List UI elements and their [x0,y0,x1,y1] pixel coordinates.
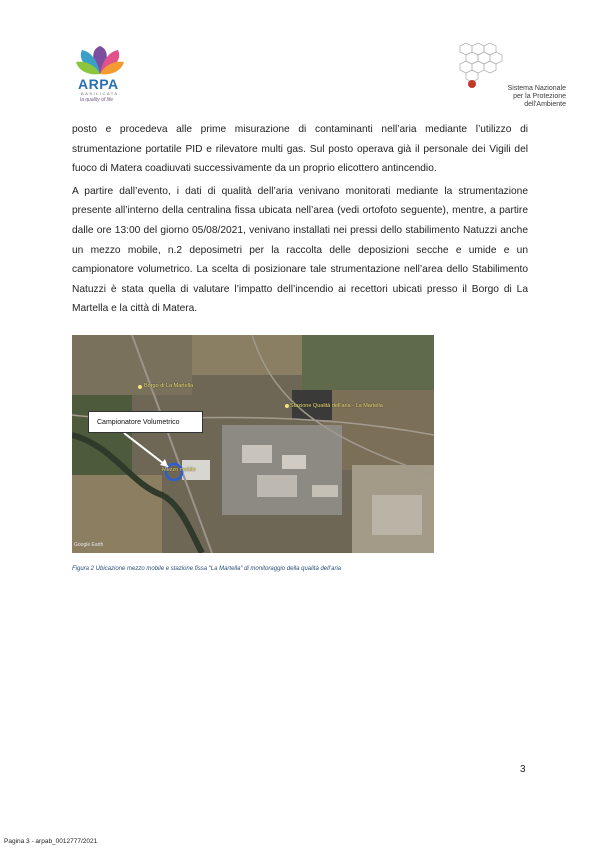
aerial-photo [72,335,434,553]
callout-campionatore: Campionatore Volumetrico [88,411,203,433]
snpa-line-1: Sistema Nazionale [507,85,566,92]
map-label-mezzo: Mezzo mobile [162,467,196,473]
snpa-logo-text [466,85,566,109]
arpa-logo-tagline: la quality of life [80,97,114,103]
paragraph-2: A partire dall’evento, i dati di qualità dell’aria venivano monitorati mediante la strumentazione presente all’interno della centralina fissa ubicata nell’area (vedi ortofoto seguente), mentre, a partire dalle ore 13:00 del giorno 05/08/2021, venivano installati nei pressi dello stabilimento Natuzzi anche un mezzo mobile, n.2 deposimetri per la raccolta delle deposizioni secche e umide e un campionatore volumetrico. La scelta di posizionare tale strumentazione nell’area dello Stabilimento Natuzzi è stata quella di valutare l’impatto dell’incendio ai recettori ubicati presso il Borgo di La Martella e la città di Matera. [72,185,528,315]
page-number: 3 [520,764,526,775]
arpa-logo-subtitle: BASILICATA [81,91,119,96]
google-earth-credit: Google Earth [74,542,104,548]
map-label-stazione: Stazione Qualità dell'aria - La Martella [290,403,383,409]
paragraph-1: posto e procedeva alle prime misurazione di contaminanti nell’aria mediante l’utilizzo di strumentazione portatile PID e rilevatore multi gas. Sul posto operava già il personale dei Vigili del fuoco di Matera coadiuvati successivamente da un proprio elicottero antincendio. [72,124,528,175]
arpa-logo-text: ARPA [78,76,119,92]
document-body [72,120,528,322]
figure-caption: Figura 2 Ubicazione mezzo mobile e stazione fissa “La Martella” di monitoraggio della qualità dell’aria [72,566,342,572]
page-footer: Pagina 3 - arpab_0012777/2021 [4,838,98,845]
snpa-line-3: dell'Ambiente [524,101,566,108]
map-label-borgo: Borgo di La Martella [144,383,194,389]
snpa-line-2: per la Protezione [513,93,566,100]
